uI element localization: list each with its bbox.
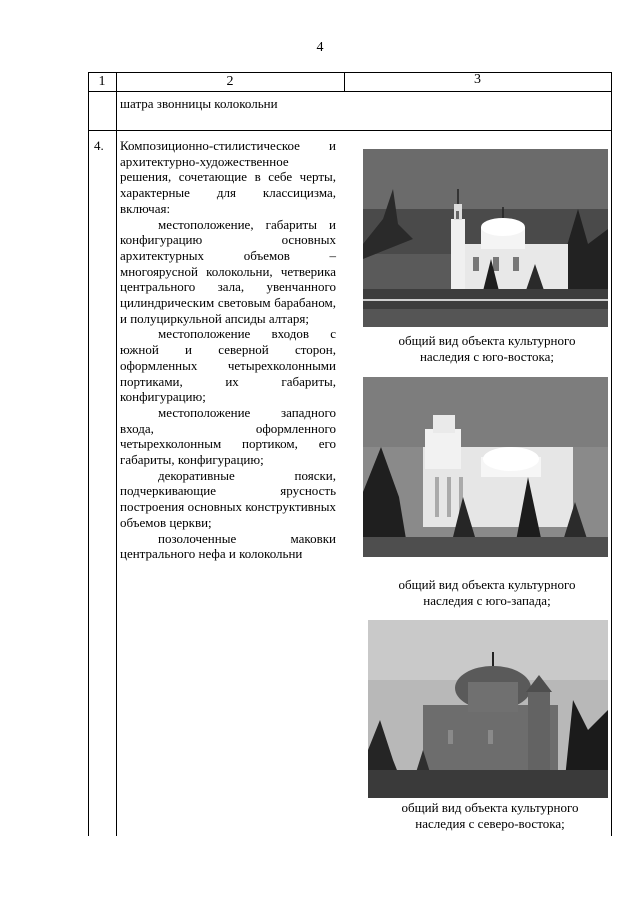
church-photo-southeast bbox=[363, 149, 608, 327]
caption-line: общий вид объекта культурного bbox=[398, 577, 576, 592]
caption-line: общий вид объекта культурного bbox=[401, 800, 579, 815]
description-paragraph: позолоченные маковки центрального нефа и колокольни bbox=[120, 530, 336, 562]
row-number: 4. bbox=[94, 138, 104, 153]
description-paragraph: местоположение, габариты и конфигурацию основных архитектурных объемов – многоярусной колокольни, четверика центрального зала, увенчанного цилиндрическим световым барабаном, и полуциркульной апсиды алтаря; bbox=[120, 216, 336, 326]
column-header-1: 1 bbox=[98, 74, 106, 89]
photo-caption-northeast bbox=[344, 800, 636, 832]
table-border-left bbox=[88, 72, 89, 836]
table-row-divider bbox=[88, 130, 612, 131]
caption-line: наследия с юго-запада; bbox=[423, 593, 551, 608]
caption-line: наследия с юго-востока; bbox=[419, 349, 555, 364]
caption-line: наследия с северо-востока; bbox=[415, 816, 565, 831]
description-paragraph: Композиционно-стилистическое и архитектурно-художественное решения, сочетающие в себе черты, характерные для классицизма, включая: bbox=[120, 138, 336, 216]
description-paragraph: местоположение входов с южной и северной сторон, оформленных четырехколонными портиками, их габариты, конфигурацию; bbox=[120, 326, 336, 405]
photo-caption-southeast bbox=[344, 333, 630, 365]
row-description bbox=[120, 138, 336, 562]
caption-line: общий вид объекта культурного bbox=[398, 333, 576, 348]
table-column-divider-1 bbox=[116, 72, 117, 836]
page-number: 4 bbox=[316, 40, 324, 55]
photo-caption-southwest bbox=[344, 577, 630, 609]
column-header-3: 3 bbox=[474, 72, 481, 87]
description-paragraph: декоративные пояски, подчеркивающие ярусность построения основных конструктивных объемов церкви; bbox=[120, 467, 336, 530]
table-border-right bbox=[611, 72, 612, 836]
table-header-bottom-border bbox=[88, 91, 612, 92]
continuation-text: шатра звонницы колокольни bbox=[120, 96, 278, 111]
church-photo-northeast bbox=[368, 620, 608, 798]
church-photo-southwest bbox=[363, 377, 608, 557]
column-header-2: 2 bbox=[226, 74, 234, 89]
description-paragraph: местоположение западного входа, оформленного четырехколонным портиком, его габариты, конфигурацию; bbox=[120, 404, 336, 468]
